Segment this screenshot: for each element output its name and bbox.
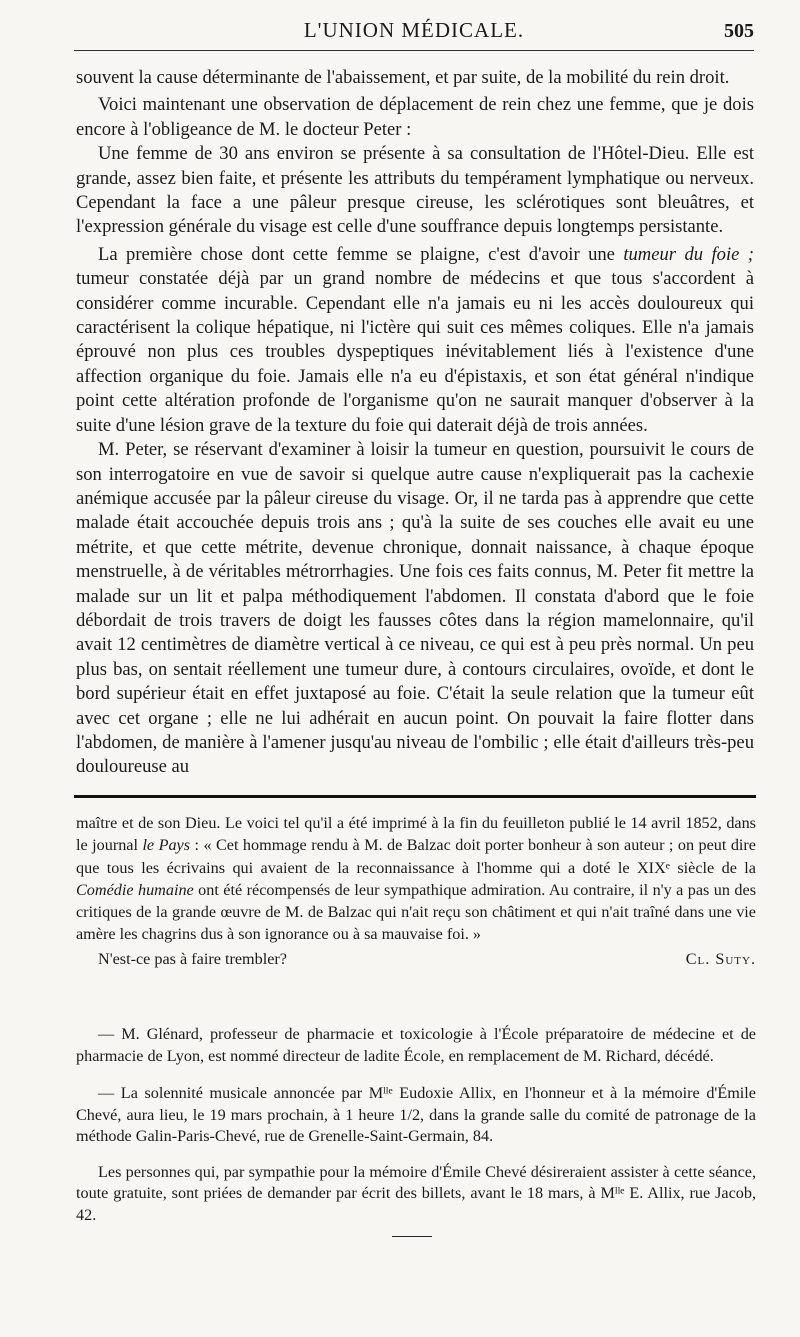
- closing-question: N'est-ce pas à faire trembler?: [98, 949, 287, 968]
- feuilleton-divider: [74, 795, 756, 798]
- end-rule: [392, 1236, 432, 1237]
- page-number: 505: [724, 20, 754, 42]
- feuilleton-paragraph: [76, 812, 756, 946]
- author-signature: Cl. Suty.: [685, 949, 756, 968]
- paragraph: Voici maintenant une observation de déplacement de rein chez une femme, que je dois encore à l'obligeance de M. le docteur Peter :: [76, 94, 754, 140]
- header-rule: [74, 50, 754, 51]
- text-run: ont été récompensés de leur sympathique admiration. Au contraire, il n'y a pas un des critiques de la grande œuvre de M. de Balzac qui n'ait reçu son châtiment et qui n'ait traîné dans une vie amère les chagrins dus à son ignorance ou à sa mauvaise foi. »: [76, 880, 756, 944]
- main-article: [76, 66, 754, 780]
- book-title: Comédie humaine: [76, 880, 194, 899]
- running-title: L'UNION MÉDICALE.: [303, 18, 525, 42]
- news-item: — La solennité musicale annoncée par Mˡˡᵉ Eudoxie Allix, en l'honneur et à la mémoire d'Émile Chevé, aura lieu, le 19 mars prochain, à 1 heure 1/2, dans la grande salle du comité de patronage de la méthode Galin-Paris-Chevé, rue de Grenelle-Saint-Germain, 84.: [76, 1084, 756, 1145]
- italic-term: tumeur du foie ;: [623, 243, 754, 265]
- news-section: [76, 1024, 756, 1226]
- news-item: Les personnes qui, par sympathie pour la mémoire d'Émile Chevé désireraient assister à cette séance, toute gratuite, sont priées de demander par écrit des billets, avant le 18 mars, à Mˡˡᵉ E. Allix, rue Jacob, 42.: [76, 1162, 756, 1224]
- news-item: — M. Glénard, professeur de pharmacie et toxicologie à l'École préparatoire de médecine et de pharmacie de Lyon, est nommé directeur de ladite École, en remplacement de M. Richard, décédé.: [76, 1025, 756, 1065]
- paragraph: Une femme de 30 ans environ se présente à sa consultation de l'Hôtel-Dieu. Elle est grande, assez bien faite, et présente les attributs du tempérament lymphatique ou nerveux. Cependant la face a une pâleur presque cireuse, les sclérotiques sont bleuâtres, et l'expression générale du visage est celle d'une souffrance depuis longtemps persistante.: [76, 143, 754, 238]
- text-run: tumeur constatée déjà par un grand nombre de médecins et que tous s'accordent à considérer comme incurable. Cependant elle n'a jamais eu ni les accès douloureux qui caractérisent la colique hépatique, ni l'ictère qui suit ces mêmes coliques. Elle n'a jamais éprouvé non plus ces troubles dyspeptiques inévitablement liés à l'existence d'une affection organique du foie. Jamais elle n'a eu d'épistaxis, et son état général n'indique point cette altération profonde de l'organisme qu'on ne saurait manquer d'observer à la suite d'une lésion grave de la texture du foie qui daterait déjà de trois années.: [76, 268, 754, 436]
- page-header: [74, 18, 754, 48]
- closing-row: [76, 948, 756, 970]
- text-run: La première chose dont cette femme se plaigne, c'est d'avoir une: [98, 243, 624, 265]
- paragraph: [76, 243, 754, 438]
- paragraph: souvent la cause déterminante de l'abaissement, et par suite, de la mobilité du rein droit.: [76, 67, 730, 88]
- journal-title: le Pays: [142, 836, 191, 855]
- text-run: maître et de son Dieu. Le voici tel qu'il a été imprimé à la fin du feuilleton publié le 14 avril 1852, dans le journal: [76, 814, 756, 855]
- text-run: : « Cet hommage rendu à M. de Balzac doit porter bonheur à son auteur ; on peut dire que tous les écrivains qui avaient de la reconnaissance à l'homme qui a doté le XIXᵉ siècle de la: [76, 836, 756, 877]
- paragraph: M. Peter, se réservant d'examiner à loisir la tumeur en question, poursuivit le cours de son interrogatoire en vue de savoir si quelque autre cause n'expliquerait pas la cachexie anémique accusée par la pâleur cireuse du visage. Or, il ne tarda pas à apprendre que cette malade était accouchée depuis trois ans ; qu'à la suite de ses couches elle avait eu une métrite, et que cette métrite, devenue chronique, donnait naissance, à chaque époque menstruelle, à de véritables métrorrhagies. Une fois ces faits connus, M. Peter fit mettre la malade sur un lit et palpa méthodiquement l'abdomen. Il constata d'abord que le foie débordait de trois travers de doigt les fausses côtes dans la région mamelonnaire, qu'il avait 12 centimètres de diamètre vertical à ce niveau, ce qui est à peu près normal. Un peu plus bas, on sentait réellement une tumeur dure, à contours circulaires, ovoïde, et dont le bord supérieur était en effet juxtaposé au foie. C'était la seule relation que la tumeur eût avec cet organe ; elle ne lui adhérait en aucun point. On pouvait la faire flotter dans l'abdomen, de manière à l'amener jusqu'au niveau de l'ombilic ; elle était d'ailleurs très-peu douloureuse au: [76, 439, 754, 778]
- feuilleton: [76, 812, 756, 970]
